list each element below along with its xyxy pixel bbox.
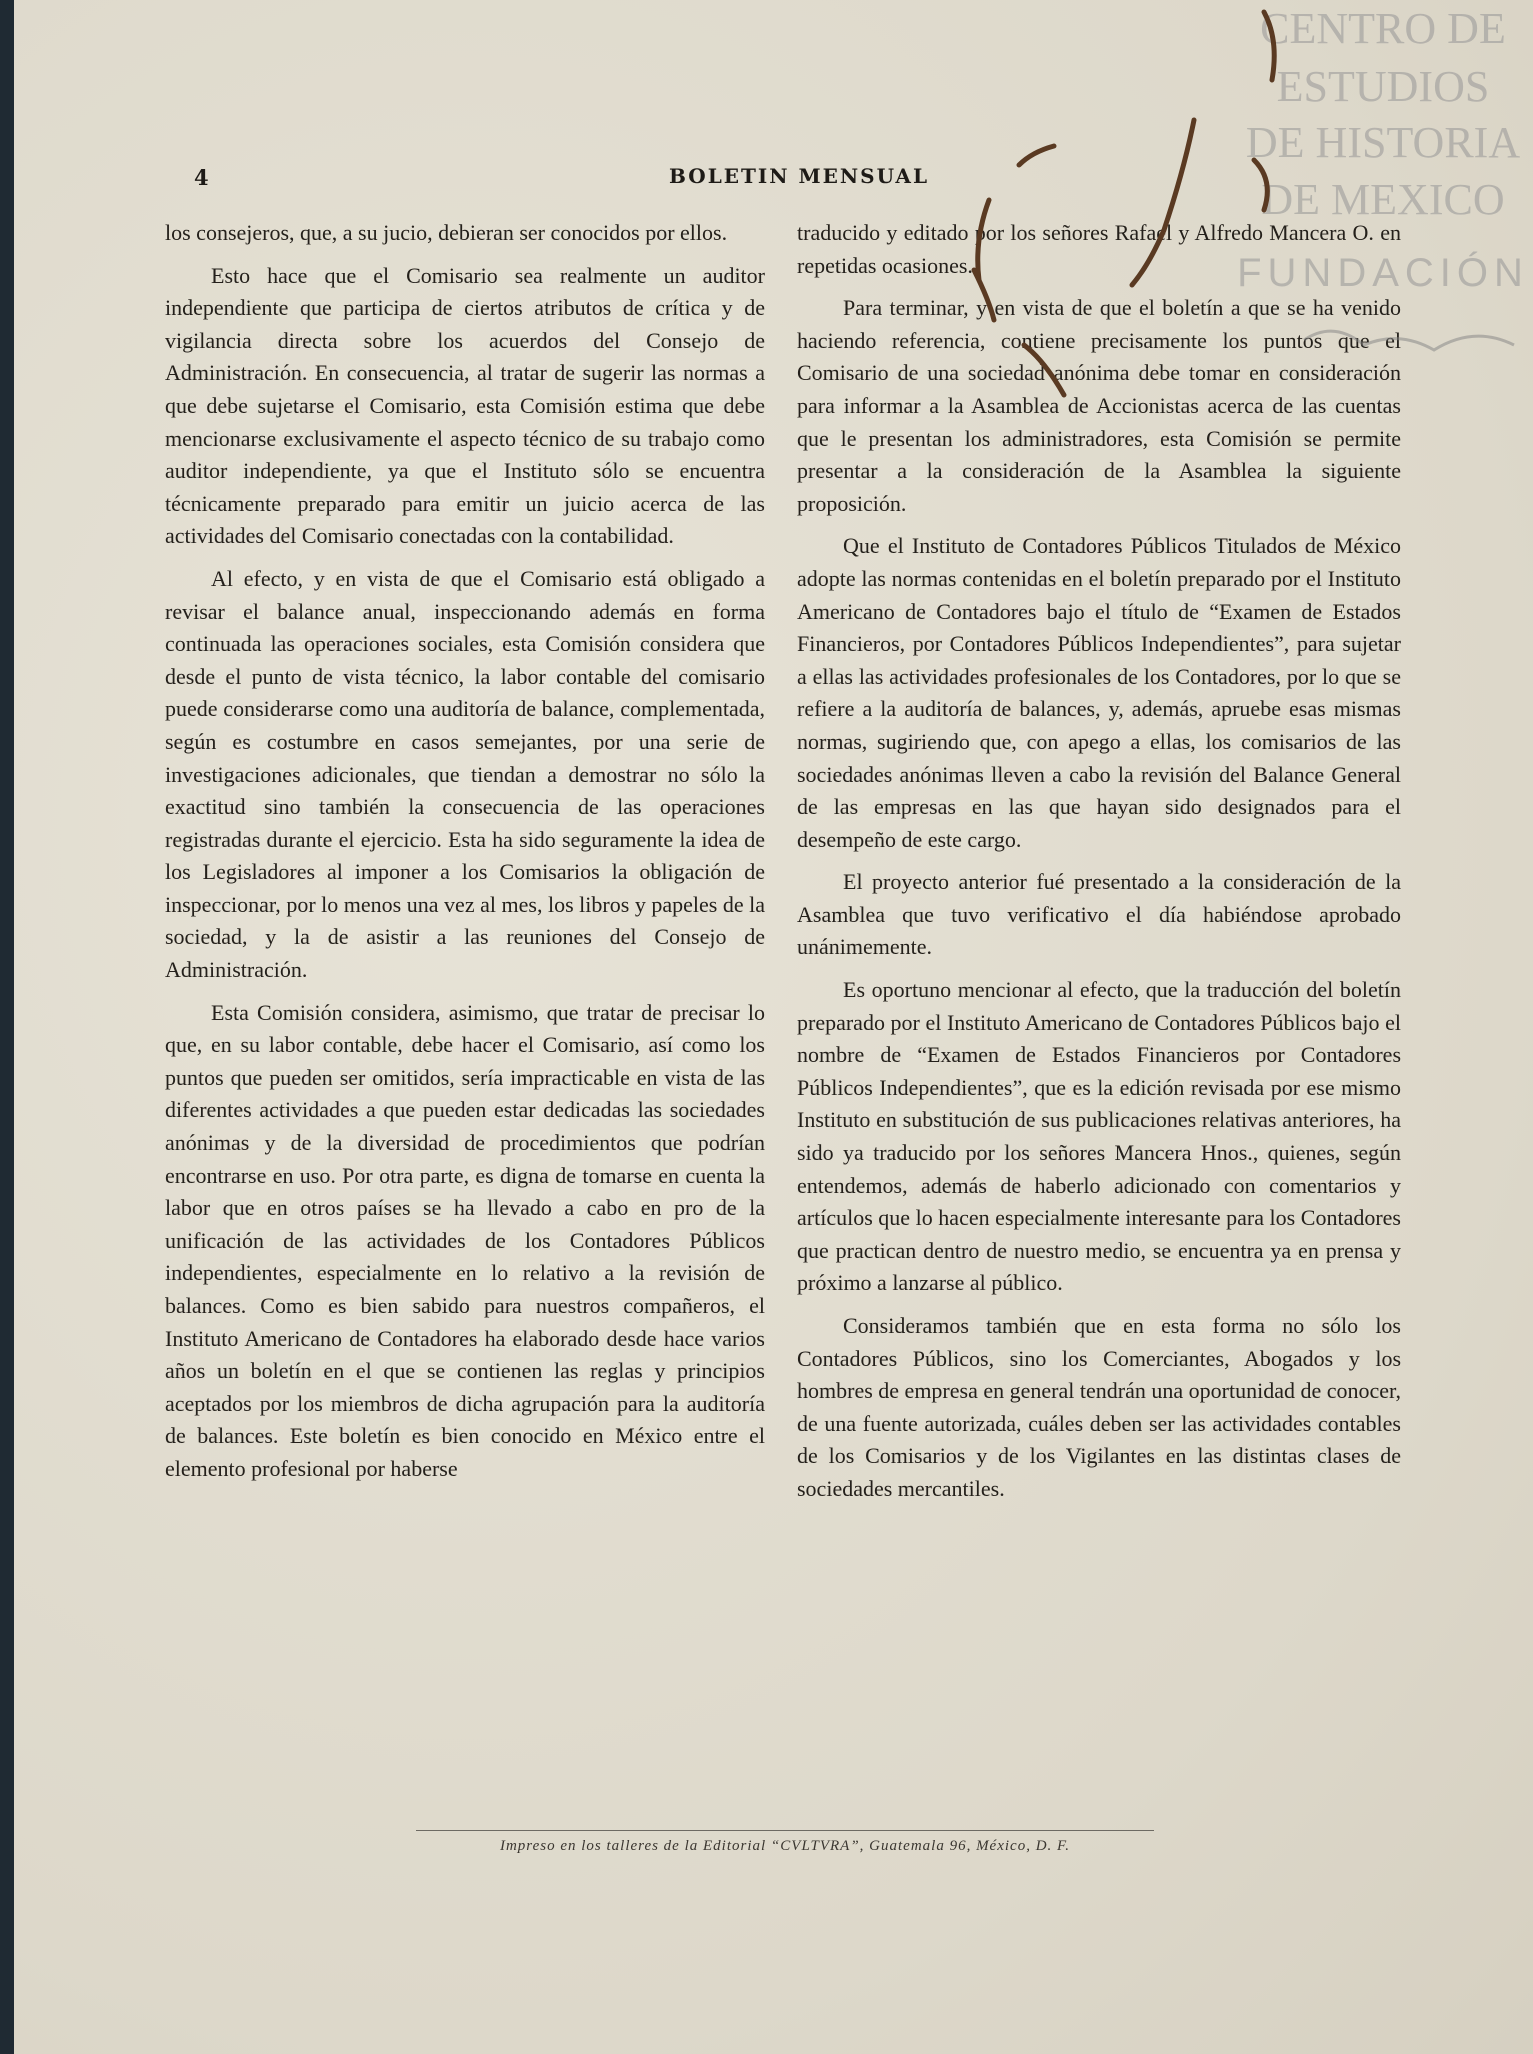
stamp-line: DE HISTORIA [1245,118,1521,167]
footer-divider [416,1830,1154,1831]
stamp-line: FUNDACIÓN [1237,251,1529,295]
stamp-line: ESTUDIOS [1276,62,1490,111]
paragraph: Para terminar, y en vista de que el boletín a que se ha venido haciendo referencia, contiene precisamente los puntos que el Comisario de una sociedad anónima debe tomar en consideración para informar a la Asamblea de Accionistas acerca de las cuentas que le presentan los administradores, esta Comisión se permite presentar a la consideración de la Asamblea la siguiente proposición. [797,295,1401,516]
paragraph: Esto hace que el Comisario sea realmente un auditor independiente que participa de ciertos atributos de crítica y de vigilancia directa sobre los acuerdos del Consejo de Administración. En consecuencia, al tratar de sugerir las normas a que debe sujetarse el Comisario, esta Comisión estima que debe mencionarse exclusivamente el aspecto técnico de su trabajo como auditor independiente, ya que el Instituto sólo se encuentra técnicamente preparado para emitir un juicio acerca de las actividades del Comisario conectadas con la contabilidad. [165,262,765,549]
page-number: 4 [194,165,209,190]
document-page [14,0,1533,2054]
paragraph: El proyecto anterior fué presentado a la consideración de la Asamblea que tuvo verificativo el día habiéndose aprobado unánimemente. [797,869,1401,960]
paragraph: Esta Comisión considera, asimismo, que tratar de precisar lo que, en su labor contable, debe hacer el Comisario, así como los puntos que pueden ser omitidos, sería impracticable en vista de las diferentes actividades a que pueden estar dedicadas las sociedades anónimas y de la diversidad de procedimientos que podrían encontrarse en uso. Por otra parte, es digna de tomarse en cuenta la labor que en otros países se ha llevado a cabo en pro de la unificación de las actividades de los Contadores Públicos independientes, especialmente en lo relativo a la revisión de balances. Como es bien sabido para nuestros compañeros, el Instituto Americano de Contadores ha elaborado desde hace varios años un boletín en el que se contienen las reglas y principios aceptados por los miembros de dicha agrupación para la auditoría de balances. Este boletín es bien conocido en México entre el elemento profesional por haberse [165,999,765,1481]
right-column [797,217,1401,1516]
paragraph: Es oportuno mencionar al efecto, que la traducción del boletín preparado por el Instituto Americano de Contadores Públicos bajo el nombre de “Examen de Estados Financieros por Contadores Públicos Independientes”, que es la edición revisada por ese mismo Instituto en substitución de sus publicaciones relativas anteriores, ha sido ya traducido por los señores Mancera Hnos., quienes, según entendemos, además de haberlo adicionado con comentarios y artículos que lo hacen especialmente interesante para los Contadores que practican dentro de nuestro medio, se encuentra ya en prensa y próximo a lanzarse al público. [797,977,1401,1296]
paragraph: traducido y editado por los señores Rafael y Alfredo Mancera O. en repetidas ocasiones. [797,220,1401,278]
paragraph: Consideramos también que en esta forma no sólo los Contadores Públicos, sino los Comerciantes, Abogados y los hombres de empresa en general tendrán una oportunidad de conocer, de una fuente autorizada, cuáles deben ser las actividades contables de los Comisarios y de los Vigilantes en las distintas clases de sociedades mercantiles. [797,1313,1401,1501]
stamp-line: DE MEXICO [1261,175,1505,224]
archive-watermark-stamp [1233,0,1533,300]
stamp-line: CENTRO DE [1260,4,1506,53]
paragraph: los consejeros, que, a su jucio, debieran ser conocidos por ellos. [165,220,728,245]
paragraph: Al efecto, y en vista de que el Comisario está obligado a revisar el balance anual, inspeccionando además en forma continuada las operaciones sociales, esta Comisión considera que desde el punto de vista técnico, la labor contable del comisario puede considerarse como una auditoría de balance, complementada, según es costumbre en casos semejantes, por una serie de investigaciones adicionales, que tiendan a demostrar no sólo la exactitud sino también la consecuencia de las operaciones registradas durante el ejercicio. Esta ha sido seguramente la idea de los Legisladores al imponer a los Comisarios la obligación de inspeccionar, por lo menos una vez al mes, los libros y papeles de la sociedad, y la de asistir a las reuniones del Consejo de Administración. [165,565,765,983]
running-title: BOLETIN MENSUAL [669,164,929,188]
printer-imprint: Impreso en los talleres de la Editorial “CVLTVRA”, Guatemala 96, México, D. F. [499,1838,1071,1854]
left-column [165,217,765,1496]
paragraph: Que el Instituto de Contadores Públicos Titulados de México adopte las normas contenidas en el boletín preparado por el Instituto Americano de Contadores bajo el título de “Examen de Estados Financieros, por Contadores Públicos Independientes”, para sujetar a ellas las actividades profesionales de los Contadores, por lo que se refiere a la auditoría de balances, y, además, apruebe esas mismas normas, sugiriendo que, con apego a ellas, los comisarios de las sociedades anónimas lleven a cabo la revisión del Balance General de las empresas en las que hayan sido designados para el desempeño de este cargo. [797,533,1401,852]
